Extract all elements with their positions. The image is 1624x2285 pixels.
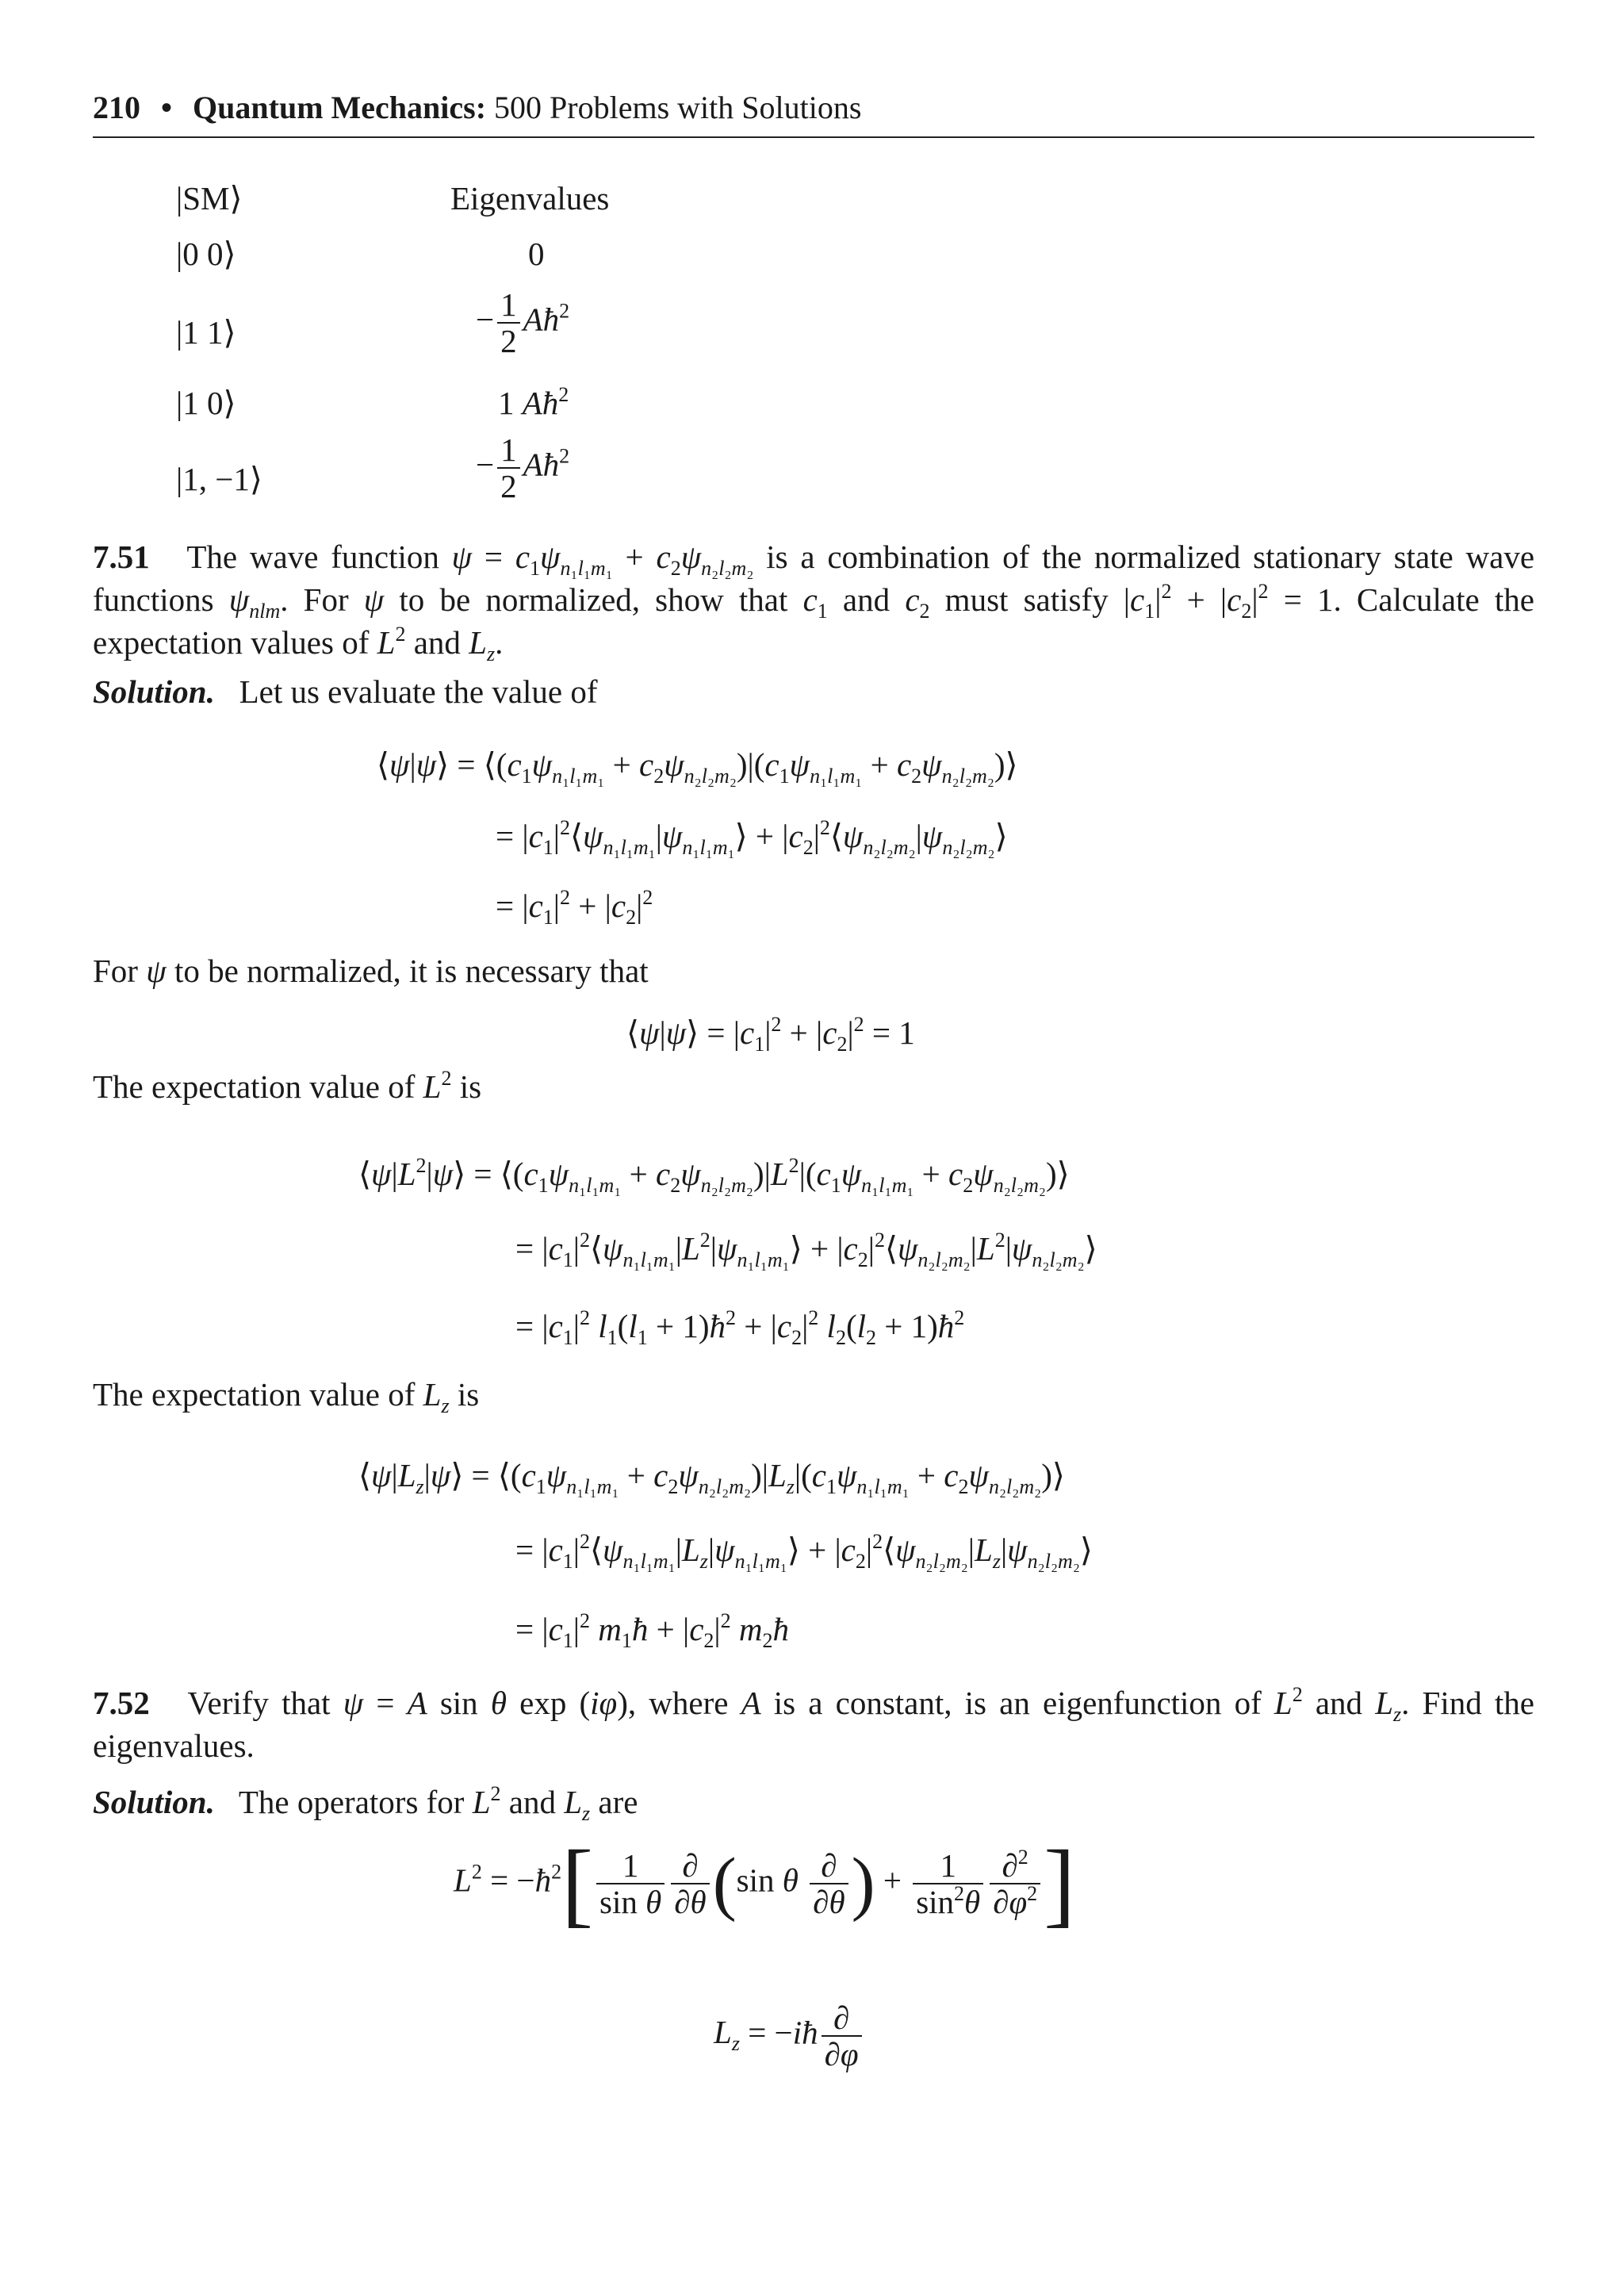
eq-Lz-1: $⟨\psi|L_z|\psi⟩$ = $⟨(c_1\psi_{n_1l_1m_1} + c_2\psi_{n_2l_2m_2})|L_z|(c_1\psi_{n_1l_1m_1}$ + $c_2\psi_{n_2l_2m_2})⟩$	[358, 1457, 1065, 1498]
table-row-value-text	[0, 0, 1, 1]
eq-norm-1: ⟨ψ|ψ⟩ = $⟨(c_1\psi_{n_1l_1m_1} + c_2\psi_{n_2l_2m_2})|(c_1\psi_{n_1l_1m_1}$ + $c_2\psi_{n_2l_2m_2})⟩$	[377, 746, 1018, 788]
solution-label: Solution.	[93, 673, 215, 710]
table-row-state: |0 0⟩	[176, 236, 236, 272]
problem-7-51-statement: 7.51 The wave function $\psi = c_1\psi_{n_1l_1m_1} + c_2\psi_{n_2l_2m_2}$ is a combination of the normalized stationary state wave functions $\psi_{nlm}$. For ψ to be normalized, show that $c_1$ and $c_2$ must satisfy $|c_1|^2 + |c_2|^2 = 1$. Calculate the expectation values of $L^2$ and $L_z$.	[93, 539, 1535, 665]
eq-Lz-2: = $|c_1|^2⟨\psi_{n_1l_1m_1}|L_z|\psi_{n_1l_1m_1}⟩$ + $|c_2|^2⟨\psi_{n_2l_2m_2}|L_z|\psi_{n_2l_2m_2}⟩$	[515, 1530, 1093, 1573]
eq-norm-3: = $|c_1|^2 + |c_2|^2$	[496, 886, 653, 929]
problem-7-52-statement: 7.52 Verify that ψ = A sin θ exp (iφ), where A is a constant, is an eigenfunction of $L^2$ and $L_z$. Find the eigenvalues.	[93, 1683, 1534, 1764]
eq-L2-1: $⟨\psi|L^2|\psi⟩$ = $⟨(c_1\psi_{n_1l_1m_1} + c_2\psi_{n_2l_2m_2})|L^2|(c_1\psi_{n_1l_1m_1}$ + $c_2\psi_{n_2l_2m_2})⟩$	[358, 1154, 1070, 1197]
table-col-state-header: |SM⟩	[176, 180, 243, 217]
eq-norm-2: = $|c_1|^2⟨\psi_{n_1l_1m_1}|\psi_{n_1l_1m_1}⟩$ + $|c_2|^2⟨\psi_{n_2l_2m_2}|\psi_{n_2l_2m_2}⟩$	[496, 816, 1008, 859]
problem-number: 7.52	[93, 1685, 150, 1721]
table-row-state: |1 1⟩	[176, 314, 236, 351]
text-normalization: For ψ to be normalized, it is necessary that	[93, 953, 649, 989]
table-col-eigenvalue-header: Eigenvalues	[450, 180, 610, 217]
book-subtitle: 500 Problems with Solutions	[494, 90, 862, 125]
problem-number: 7.51	[93, 539, 150, 575]
header-bullet: •	[161, 90, 173, 125]
eq-L2-3: = $|c_1|^2$ $l_1(l_1$ + $1)ħ^2 + |c_2|^2$ $l_2(l_2$ + $1)ħ^2$	[515, 1306, 965, 1349]
table-row-value: 1 $Aħ^2$	[498, 383, 569, 421]
header-rule	[93, 136, 1534, 138]
solution-7-51-intro	[93, 673, 598, 711]
table-row-value: − $\frac{1}{2}$ $Aħ^2$	[476, 286, 570, 359]
solution-intro-text: Let us evaluate the value of	[239, 673, 598, 710]
eq-Lz-operator: $L_z$ = −iħ $\frac{\partial}{\partial\varphi}$	[714, 2000, 865, 2072]
eq-L2-2: = $|c_1|^2⟨\psi_{n_1l_1m_1}|L^2|\psi_{n_1l_1m_1}⟩$ + $|c_2|^2⟨\psi_{n_2l_2m_2}|L^2|\psi_{n_2l_2m_2}⟩$	[515, 1229, 1097, 1271]
table-row-value: − $\frac{1}{2}$ $Aħ^2$	[476, 431, 570, 504]
eq-norm-result: ⟨ψ|ψ⟩ = $|c_1|^2 + |c_2|^2 = 1$	[626, 1013, 915, 1056]
solution-label: Solution.	[93, 1784, 215, 1820]
solution-7-52-intro: Solution. The operators for $L^2$ and $L_z$ are	[93, 1782, 638, 1825]
table-row-state: |1, −1⟩	[176, 461, 262, 497]
text-L2-expectation: The expectation value of $L^2$ is	[93, 1067, 482, 1105]
eq-Lz-3: = $|c_1|^2$ $m_1ħ + |c_2|^2$ $m_2ħ$	[515, 1609, 789, 1652]
page-number: 210	[93, 90, 140, 125]
text-Lz-expectation: The expectation value of $L_z$ is	[93, 1376, 480, 1417]
eq-L2-operator: $L^2$ = $-ħ^2$[ $\frac{1}{\text{sin θ}}$ $\frac{\partial}{\partial\theta}$ (sin θ $\frac{\partial}{\partial\theta}$ ) + $\frac{1}{\sin^2\theta}$ $\frac{\partial^2}{\partial\varphi^2}$ ]	[454, 1831, 1076, 1936]
table-row-value: 0	[528, 236, 545, 272]
table-row-state: |1 0⟩	[176, 385, 236, 421]
running-header	[93, 89, 861, 126]
book-title: Quantum Mechanics:	[193, 90, 487, 125]
